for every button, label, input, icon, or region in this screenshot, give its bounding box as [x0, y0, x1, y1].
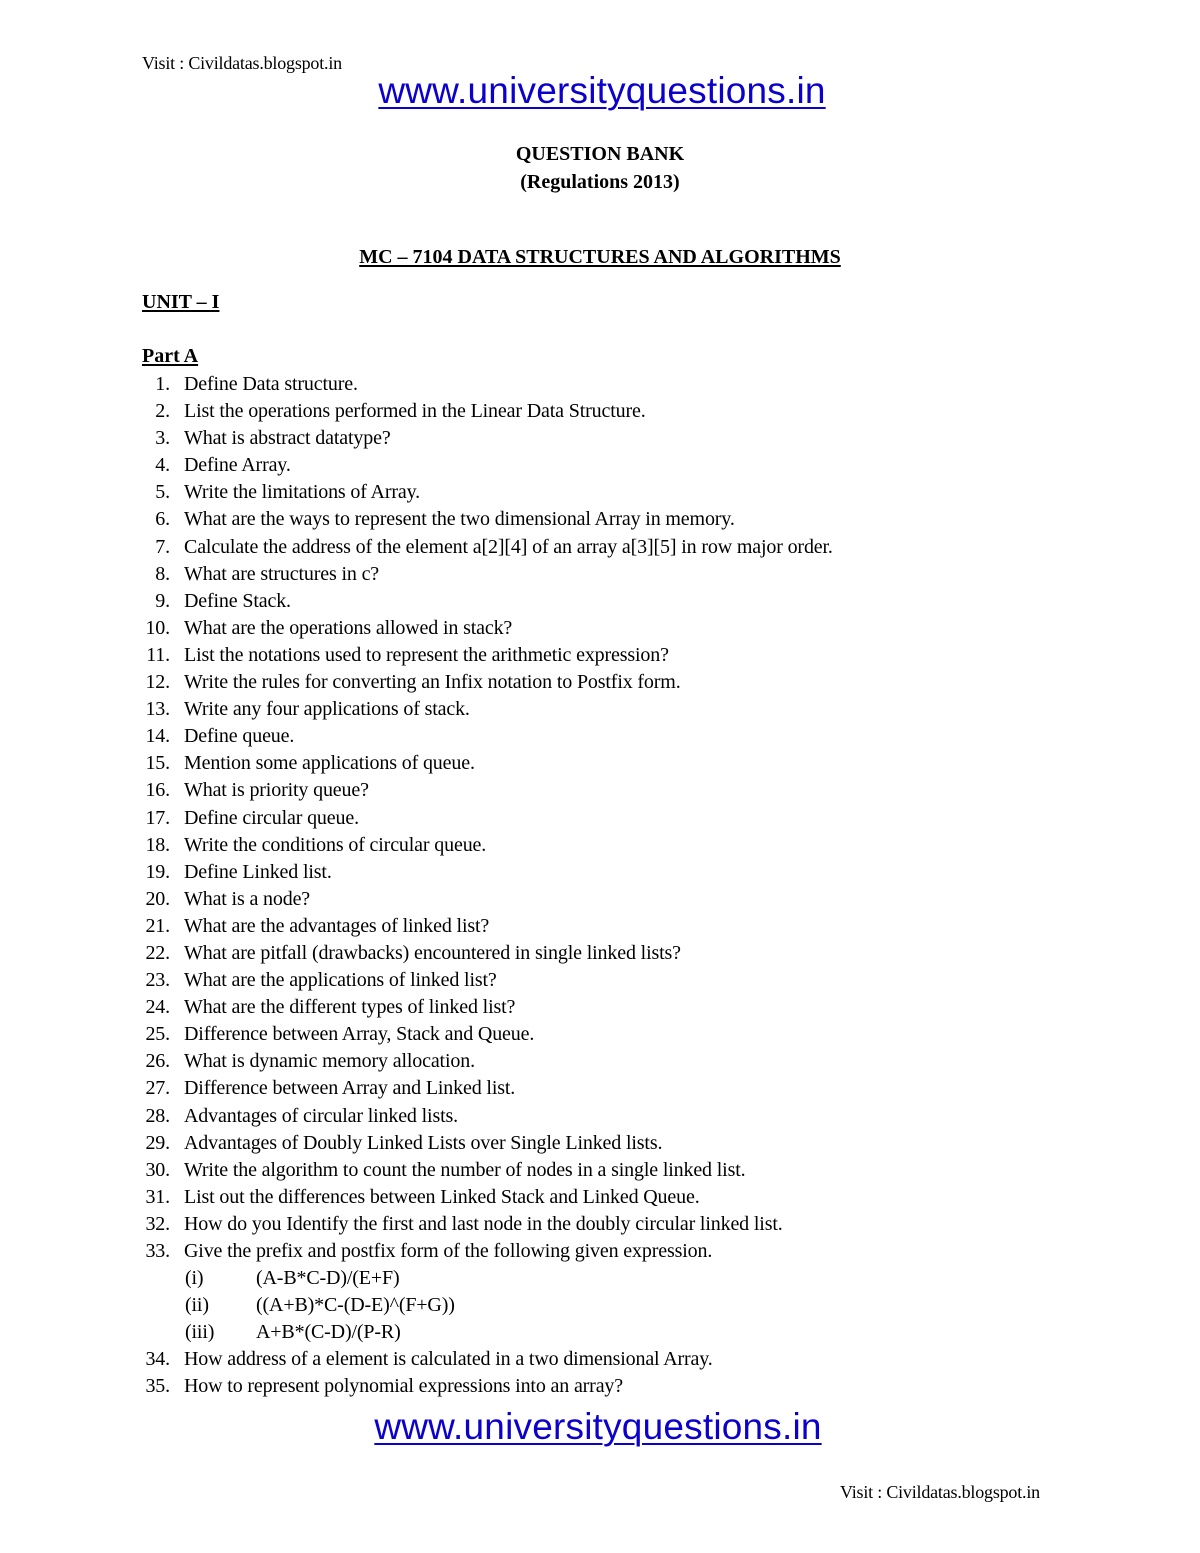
- question-text: What are the ways to represent the two dimensional Array in memory.: [184, 508, 735, 531]
- question-number: 12.: [145, 671, 170, 694]
- question-text: Define Linked list.: [184, 860, 332, 883]
- site-link-header[interactable]: www.universityquestions.in: [378, 70, 826, 111]
- question-item: [130, 615, 1130, 642]
- question-number: 18.: [145, 833, 170, 856]
- question-number: 30.: [145, 1158, 170, 1181]
- question-item: [130, 452, 1130, 479]
- question-text: Difference between Array and Linked list.: [184, 1077, 516, 1100]
- question-number: 20.: [145, 887, 170, 910]
- question-number: 24.: [145, 996, 170, 1019]
- visit-header-text: Visit : Civildatas.blogspot.in: [142, 53, 342, 73]
- expression-item: [130, 1292, 1130, 1319]
- question-number: 19.: [145, 860, 170, 883]
- part-heading: Part A: [142, 345, 199, 367]
- question-number: 27.: [145, 1077, 170, 1100]
- question-number: 28.: [145, 1104, 170, 1127]
- question-number: 9.: [155, 589, 170, 612]
- question-item: [130, 1211, 1130, 1238]
- question-text: What are the different types of linked list?: [184, 996, 516, 1019]
- question-text: Write any four applications of stack.: [184, 698, 470, 721]
- question-number: 10.: [145, 616, 170, 639]
- question-item: [130, 886, 1130, 913]
- question-text: What are the applications of linked list?: [184, 969, 497, 992]
- question-item: [130, 1346, 1130, 1373]
- question-list: [130, 371, 1130, 1401]
- question-item: [130, 1373, 1130, 1400]
- question-item: [130, 1075, 1130, 1102]
- question-item: [130, 1184, 1130, 1211]
- question-text: Define queue.: [184, 725, 295, 748]
- question-number: 22.: [145, 941, 170, 964]
- question-text: What is priority queue?: [184, 779, 369, 802]
- expression-text: ((A+B)*C-(D-E)^(F+G)): [256, 1294, 455, 1317]
- question-item: [130, 642, 1130, 669]
- question-item: [130, 561, 1130, 588]
- expression-text: A+B*(C-D)/(P-R): [256, 1321, 401, 1344]
- question-text: Advantages of Doubly Linked Lists over Single Linked lists.: [184, 1131, 663, 1154]
- expression-number: (ii): [185, 1294, 209, 1317]
- question-text: Mention some applications of queue.: [184, 752, 475, 775]
- question-number: 13.: [145, 698, 170, 721]
- question-item: [130, 398, 1130, 425]
- site-link-footer[interactable]: www.universityquestions.in: [374, 1406, 822, 1447]
- question-text: How to represent polynomial expressions into an array?: [184, 1375, 623, 1398]
- question-item: [130, 1048, 1130, 1075]
- question-text: What is dynamic memory allocation.: [184, 1050, 475, 1073]
- question-number: 5.: [155, 481, 170, 504]
- question-item: [130, 371, 1130, 398]
- question-number: 23.: [145, 969, 170, 992]
- expression-item: [130, 1319, 1130, 1346]
- question-text: Write the rules for converting an Infix notation to Postfix form.: [184, 671, 681, 694]
- question-text: Define Stack.: [184, 589, 291, 612]
- question-text: List out the differences between Linked Stack and Linked Queue.: [184, 1185, 700, 1208]
- question-number: 31.: [145, 1185, 170, 1208]
- question-number: 7.: [155, 535, 170, 558]
- question-text: Advantages of circular linked lists.: [184, 1104, 458, 1127]
- question-text: Define Data structure.: [184, 373, 358, 395]
- question-text: What are the advantages of linked list?: [184, 914, 490, 937]
- question-number: 15.: [145, 752, 170, 775]
- question-item: [130, 967, 1130, 994]
- question-number: 4.: [155, 454, 170, 477]
- question-number: 34.: [145, 1348, 170, 1371]
- question-text: Define circular queue.: [184, 806, 359, 829]
- question-text: Calculate the address of the element a[2][4] of an array a[3][5] in row major order.: [184, 535, 833, 558]
- question-item: [130, 750, 1130, 777]
- question-item: [130, 805, 1130, 832]
- question-item: [130, 1021, 1130, 1048]
- question-text: Define Array.: [184, 454, 291, 477]
- question-item: [130, 479, 1130, 506]
- question-text: What is a node?: [184, 887, 311, 910]
- question-item: [130, 940, 1130, 967]
- question-number: 16.: [145, 779, 170, 802]
- question-text: Write the limitations of Array.: [184, 481, 420, 504]
- question-text: What are structures in c?: [184, 562, 380, 585]
- question-text: List the notations used to represent the arithmetic expression?: [184, 643, 669, 666]
- question-item: [130, 1103, 1130, 1130]
- question-number: 3.: [155, 427, 170, 450]
- question-text: What is abstract datatype?: [184, 427, 391, 450]
- question-number: 11.: [146, 643, 170, 666]
- question-item: [130, 506, 1130, 533]
- question-text: What are the operations allowed in stack?: [184, 616, 513, 639]
- question-item: [130, 723, 1130, 750]
- expression-number: (iii): [185, 1321, 215, 1344]
- question-text: Give the prefix and postfix form of the following given expression.: [184, 1240, 713, 1262]
- question-number: 29.: [145, 1131, 170, 1154]
- question-number: 25.: [145, 1023, 170, 1046]
- question-number: 33.: [145, 1240, 170, 1262]
- question-item: [130, 832, 1130, 859]
- question-number: 14.: [145, 725, 170, 748]
- question-item: [130, 777, 1130, 804]
- question-item: [130, 1130, 1130, 1157]
- question-item: [130, 425, 1130, 452]
- question-number: 17.: [145, 806, 170, 829]
- question-number: 26.: [145, 1050, 170, 1073]
- question-text: What are pitfall (drawbacks) encountered in single linked lists?: [184, 941, 681, 964]
- expression-text: (A-B*C-D)/(E+F): [256, 1267, 400, 1290]
- question-number: 21.: [145, 914, 170, 937]
- question-text: List the operations performed in the Linear Data Structure.: [184, 400, 646, 423]
- question-number: 1.: [155, 373, 170, 395]
- visit-footer-text: Visit : Civildatas.blogspot.in: [840, 1482, 1040, 1502]
- question-item: [130, 1157, 1130, 1184]
- question-number: 32.: [145, 1212, 170, 1235]
- expression-number: (i): [185, 1267, 204, 1290]
- question-item: [130, 588, 1130, 615]
- question-number: 35.: [145, 1375, 170, 1398]
- question-number: 6.: [155, 508, 170, 531]
- question-item: [130, 1238, 1130, 1265]
- expression-item: [130, 1265, 1130, 1292]
- question-number: 8.: [155, 562, 170, 585]
- question-item: [130, 913, 1130, 940]
- course-title: MC – 7104 DATA STRUCTURES AND ALGORITHMS: [359, 246, 841, 268]
- question-item: [130, 994, 1130, 1021]
- regulations-subtitle: (Regulations 2013): [520, 171, 680, 193]
- question-text: How do you Identify the first and last node in the doubly circular linked list.: [184, 1212, 783, 1235]
- question-number: 2.: [155, 400, 170, 423]
- unit-heading: UNIT – I: [142, 291, 220, 313]
- question-bank-title: QUESTION BANK: [515, 143, 685, 165]
- question-text: Difference between Array, Stack and Queue.: [184, 1023, 535, 1046]
- question-text: Write the algorithm to count the number of nodes in a single linked list.: [184, 1158, 746, 1181]
- question-text: How address of a element is calculated in a two dimensional Array.: [184, 1348, 713, 1371]
- question-item: [130, 534, 1130, 561]
- question-text: Write the conditions of circular queue.: [184, 833, 487, 856]
- question-item: [130, 669, 1130, 696]
- question-item: [130, 859, 1130, 886]
- question-item: [130, 696, 1130, 723]
